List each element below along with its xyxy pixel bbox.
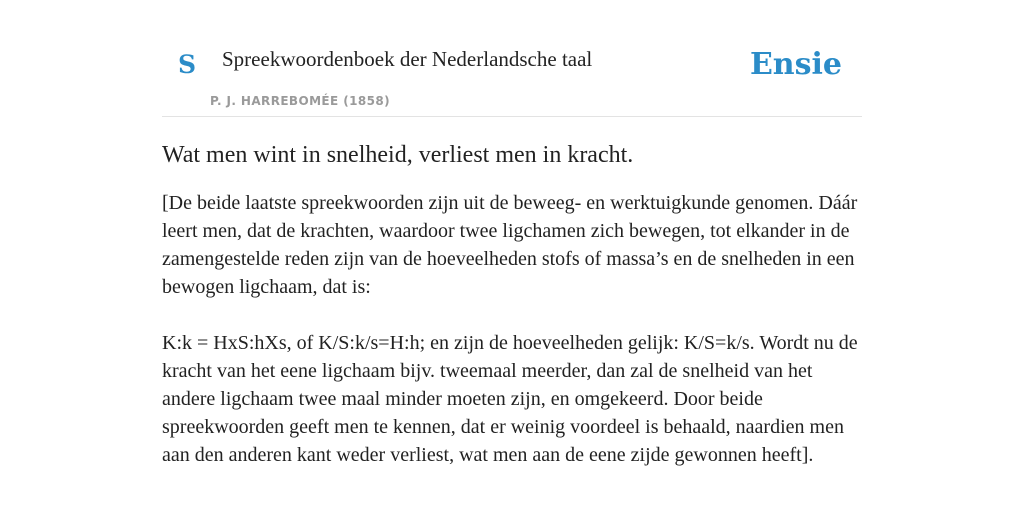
- entry-title: Wat men wint in snelheid, verliest men in kracht.: [162, 142, 634, 168]
- brand-logo[interactable]: Ensie: [749, 47, 842, 82]
- entry-paragraph: [De beide laatste spreekwoorden zijn uit de beweeg- en werktuigkunde genomen. Dáár leert men, dat de krachten, waardoor twee ligchamen zich bewegen, tot elkander in de zamengestelde reden zijn van de hoeveelheden stofs of massa’s en de snelheden in een bewogen ligchaam, dat is:: [162, 192, 858, 298]
- source-author: P. J. HARREBOMÉE (1858): [210, 94, 390, 108]
- source-title[interactable]: Spreekwoordenboek der Nederlandsche taal: [222, 47, 593, 71]
- entry-content: [162, 138, 862, 497]
- source-letter-icon[interactable]: S: [178, 50, 197, 79]
- entry-paragraph: K:k = HxS:hXs, of K/S:k/s=H:h; en zijn de hoeveelheden gelijk: K/S=k/s. Wordt nu de kracht van het eene ligchaam bijv. tweemaal meerder, dan zal de snelheid van het andere ligchaam twee maal minder moeten zijn, en omgekeerd. Door beide spreekwoorden geeft men te kennen, dat er weinig voordeel is behaald, naardien men aan den anderen kant weder verliest, wat men aan de eene zijde gewonnen heeft].: [162, 332, 858, 466]
- source-header: [162, 0, 862, 117]
- entry-body: [162, 189, 862, 469]
